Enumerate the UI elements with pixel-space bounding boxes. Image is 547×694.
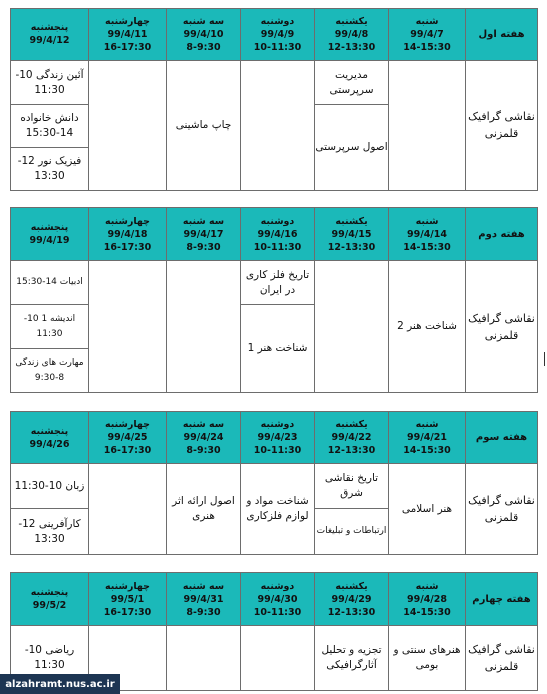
course-cell: فیزیک نور 12-13:30	[11, 147, 89, 190]
day-header: پنجشنبه 99/4/12	[11, 9, 89, 61]
day-header: یکشنبه 99/4/15 12-13:30	[315, 208, 389, 261]
day-header: دوشنبه 99/4/16 10-11:30	[241, 208, 315, 261]
day-header: چهارشنبه 99/4/25 16-17:30	[89, 412, 167, 464]
course-cell: هنرهای سنتی و بومی	[389, 626, 466, 691]
course-cell: ریاضی 10-11:30	[11, 626, 89, 691]
major-name: نقاشی گرافیک قلمزنی	[466, 60, 538, 190]
course-cell: مدیریت سرپرستی	[315, 60, 389, 104]
course-cell	[89, 464, 167, 555]
course-cell: دانش خانواده 14-15:30	[11, 105, 89, 147]
course-cell: تجزیه و تحلیل آثارگرافیکی	[315, 626, 389, 691]
day-header: دوشنبه 99/4/9 10-11:30	[241, 9, 315, 61]
day-header: چهارشنبه 99/4/18 16-17:30	[89, 208, 167, 261]
day-header: دوشنبه 99/4/23 10-11:30	[241, 412, 315, 464]
course-cell: کارآفرینی 12-13:30	[11, 509, 89, 555]
course-cell: ارتباطات و تبلیغات	[315, 509, 389, 555]
course-cell	[89, 261, 167, 393]
course-cell: تاریخ فلز کاری در ایران	[241, 261, 315, 305]
day-header: شنبه 99/4/7 14-15:30	[389, 9, 466, 61]
course-cell: مهارت های زندگی 8-9:30	[11, 349, 89, 393]
day-header: شنبه 99/4/14 14-15:30	[389, 208, 466, 261]
course-cell: چاپ ماشینی	[167, 60, 241, 190]
day-header: سه شنبه 99/4/10 8-9:30	[167, 9, 241, 61]
course-cell: ادبیات 14-15:30	[11, 261, 89, 305]
day-header: دوشنبه 99/4/30 10-11:30	[241, 573, 315, 626]
margin-mark	[544, 352, 545, 366]
week-1-table	[10, 8, 538, 191]
day-header: یکشنبه 99/4/22 12-13:30	[315, 412, 389, 464]
day-header: پنجشنبه 99/5/2	[11, 573, 89, 626]
course-cell: شناخت مواد و لوازم فلزکاری	[241, 464, 315, 555]
course-cell: تاریخ نقاشی شرق	[315, 464, 389, 509]
week-3-table	[10, 411, 538, 555]
course-cell	[89, 60, 167, 190]
course-cell	[167, 626, 241, 691]
course-cell: شناخت هنر 2	[389, 261, 466, 393]
week-label: هفته سوم	[466, 412, 538, 464]
major-name: نقاشی گرافیک قلمزنی	[466, 261, 538, 393]
week-label: هفته چهارم	[466, 573, 538, 626]
major-name: نقاشی گرافیک قلمزنی	[466, 626, 538, 691]
day-header: پنجشنبه 99/4/26	[11, 412, 89, 464]
course-cell	[241, 626, 315, 691]
day-header: چهارشنبه 99/4/11 16-17:30	[89, 9, 167, 61]
course-cell: اندیشه 1 10-11:30	[11, 305, 89, 349]
course-cell	[389, 60, 466, 190]
course-cell	[167, 261, 241, 393]
course-cell: زبان 10-11:30	[11, 464, 89, 509]
watermark-url: alzahramt.nus.ac.ir	[0, 674, 120, 694]
major-name: نقاشی گرافیک قلمزنی	[466, 464, 538, 555]
day-header: یکشنبه 99/4/29 12-13:30	[315, 573, 389, 626]
week-2-table	[10, 207, 538, 393]
day-header: یکشنبه 99/4/8 12-13:30	[315, 9, 389, 61]
course-cell: هنر اسلامی	[389, 464, 466, 555]
course-cell: اصول ارائه اثر هنری	[167, 464, 241, 555]
day-header: پنجشنبه 99/4/19	[11, 208, 89, 261]
day-header: سه شنبه 99/4/24 8-9:30	[167, 412, 241, 464]
week-label: هفته دوم	[466, 208, 538, 261]
day-header: شنبه 99/4/28 14-15:30	[389, 573, 466, 626]
course-cell: آئین زندگی 10-11:30	[11, 60, 89, 104]
day-header: سه شنبه 99/4/17 8-9:30	[167, 208, 241, 261]
course-cell: اصول سرپرستی	[315, 105, 389, 191]
week-label: هفته اول	[466, 9, 538, 61]
day-header: سه شنبه 99/4/31 8-9:30	[167, 573, 241, 626]
course-cell: شناخت هنر 1	[241, 305, 315, 393]
course-cell	[241, 60, 315, 190]
day-header: شنبه 99/4/21 14-15:30	[389, 412, 466, 464]
course-cell	[315, 261, 389, 393]
day-header: چهارشنبه 99/5/1 16-17:30	[89, 573, 167, 626]
